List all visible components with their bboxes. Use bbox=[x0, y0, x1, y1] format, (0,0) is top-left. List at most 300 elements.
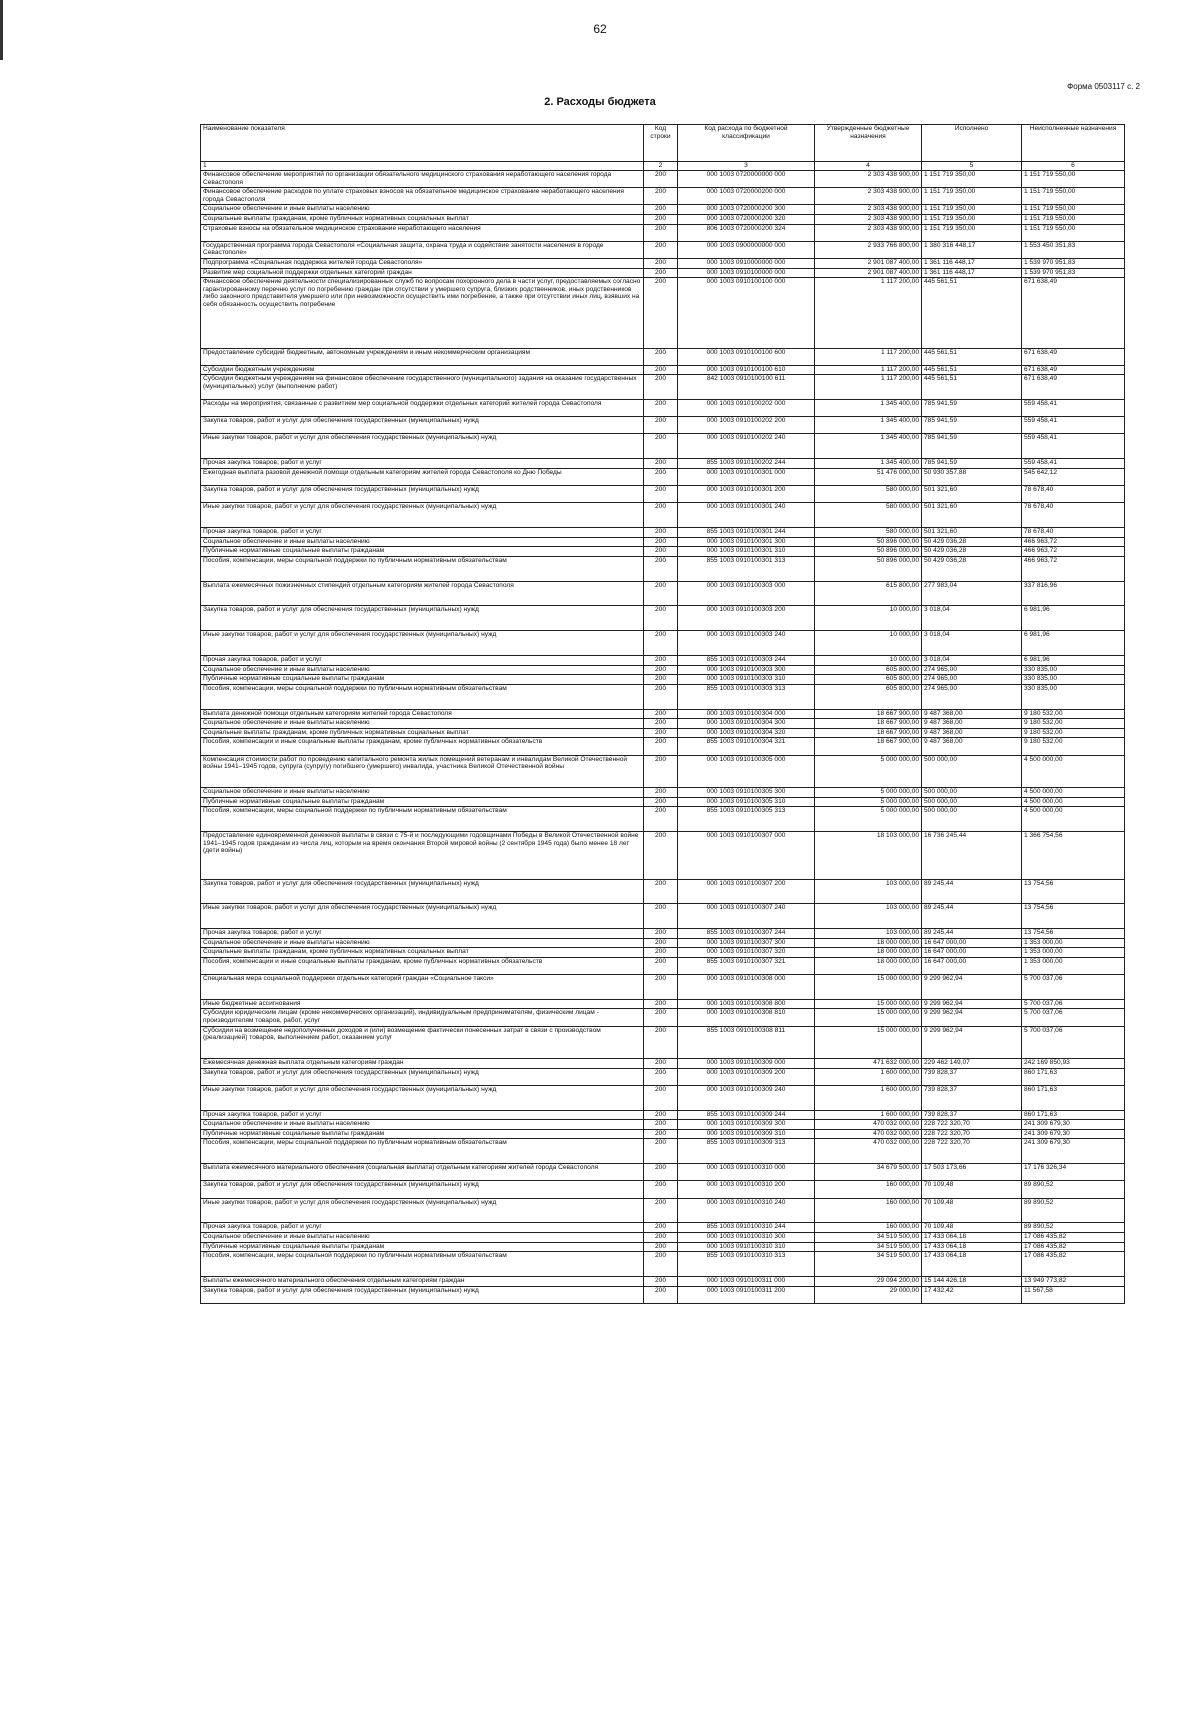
unexecuted-amount-cell: 559 458,41 bbox=[1022, 400, 1125, 417]
table-row bbox=[201, 365, 1125, 375]
classification-code-cell: 000 1003 0910100304 320 bbox=[678, 728, 815, 738]
table-row bbox=[201, 807, 1125, 832]
column-number: 5 bbox=[922, 162, 1022, 171]
classification-code-cell: 000 1003 0910000000 000 bbox=[678, 258, 815, 268]
executed-amount-cell: 274 965,00 bbox=[922, 684, 1022, 709]
executed-amount-cell: 500 000,00 bbox=[922, 807, 1022, 832]
unexecuted-amount-cell: 4 500 000,00 bbox=[1022, 797, 1125, 807]
indicator-name-cell: Публичные нормативные социальные выплаты гражданам bbox=[201, 547, 644, 557]
table-row bbox=[201, 258, 1125, 268]
executed-amount-cell: 445 561,51 bbox=[922, 365, 1022, 375]
line-code-cell: 200 bbox=[644, 1164, 678, 1181]
classification-code-cell: 855 1003 0910100305 313 bbox=[678, 807, 815, 832]
indicator-name-cell: Иные закупки товаров, работ и услуг для обеспечения государственных (муниципальных) нужд bbox=[201, 1198, 644, 1223]
line-code-cell: 200 bbox=[644, 224, 678, 241]
line-code-cell: 200 bbox=[644, 1026, 678, 1058]
approved-amount-cell: 615 800,00 bbox=[815, 581, 922, 606]
classification-code-cell: 000 1003 0910100100 000 bbox=[678, 278, 815, 348]
approved-amount-cell: 29 094 200,00 bbox=[815, 1276, 922, 1286]
executed-amount-cell: 277 983,04 bbox=[922, 581, 1022, 606]
approved-amount-cell: 5 000 000,00 bbox=[815, 807, 922, 832]
classification-code-cell: 855 1003 0910100309 244 bbox=[678, 1110, 815, 1120]
line-code-cell: 200 bbox=[644, 365, 678, 375]
approved-amount-cell: 2 303 438 900,00 bbox=[815, 205, 922, 215]
table-row bbox=[201, 468, 1125, 485]
classification-code-cell: 855 1003 0910100307 244 bbox=[678, 929, 815, 939]
table-row bbox=[201, 417, 1125, 434]
unexecuted-amount-cell: 1 539 970 951,83 bbox=[1022, 268, 1125, 278]
classification-code-cell: 000 1003 0910100305 300 bbox=[678, 787, 815, 797]
approved-amount-cell: 18 667 900,00 bbox=[815, 738, 922, 755]
unexecuted-amount-cell: 5 700 037,06 bbox=[1022, 999, 1125, 1009]
line-code-cell: 200 bbox=[644, 205, 678, 215]
classification-code-cell: 000 1003 0910100304 300 bbox=[678, 719, 815, 729]
column-number: 2 bbox=[644, 162, 678, 171]
approved-amount-cell: 2 901 087 400,00 bbox=[815, 268, 922, 278]
classification-code-cell: 000 1003 0910100301 310 bbox=[678, 547, 815, 557]
unexecuted-amount-cell: 17 086 435,82 bbox=[1022, 1232, 1125, 1242]
table-row bbox=[201, 1164, 1125, 1181]
line-code-cell: 200 bbox=[644, 1223, 678, 1233]
executed-amount-cell: 16 647 000,00 bbox=[922, 948, 1022, 958]
unexecuted-amount-cell: 330 835,00 bbox=[1022, 684, 1125, 709]
indicator-name-cell: Публичные нормативные социальные выплаты гражданам bbox=[201, 675, 644, 685]
indicator-name-cell: Закупка товаров, работ и услуг для обеспечения государственных (муниципальных) нужд bbox=[201, 1181, 644, 1198]
indicator-name-cell: Развитие мер социальной поддержки отдельных категорий граждан bbox=[201, 268, 644, 278]
unexecuted-amount-cell: 241 309 679,30 bbox=[1022, 1139, 1125, 1164]
table-row bbox=[201, 1026, 1125, 1058]
unexecuted-amount-cell: 13 754,56 bbox=[1022, 879, 1125, 904]
executed-amount-cell: 70 109,48 bbox=[922, 1198, 1022, 1223]
classification-code-cell: 000 1003 0910100308 000 bbox=[678, 975, 815, 1000]
line-code-cell: 200 bbox=[644, 709, 678, 719]
approved-amount-cell: 470 032 000,00 bbox=[815, 1139, 922, 1164]
unexecuted-amount-cell: 671 638,49 bbox=[1022, 348, 1125, 365]
executed-amount-cell: 50 429 036,28 bbox=[922, 537, 1022, 547]
classification-code-cell: 000 1003 0910100301 200 bbox=[678, 486, 815, 503]
approved-amount-cell: 1 117 200,00 bbox=[815, 365, 922, 375]
indicator-name-cell: Иные закупки товаров, работ и услуг для обеспечения государственных (муниципальных) нужд bbox=[201, 1085, 644, 1110]
indicator-name-cell: Специальная мера социальной поддержки отдельных категорий граждан «Социальное такси» bbox=[201, 975, 644, 1000]
line-code-cell: 200 bbox=[644, 1085, 678, 1110]
unexecuted-amount-cell: 4 500 000,00 bbox=[1022, 755, 1125, 787]
indicator-name-cell: Пособия, компенсации, меры социальной поддержки по публичным нормативным обязательствам bbox=[201, 684, 644, 709]
approved-amount-cell: 51 476 000,00 bbox=[815, 468, 922, 485]
approved-amount-cell: 1 117 200,00 bbox=[815, 375, 922, 400]
unexecuted-amount-cell: 466 963,72 bbox=[1022, 547, 1125, 557]
approved-amount-cell: 580 000,00 bbox=[815, 503, 922, 528]
table-row bbox=[201, 459, 1125, 469]
table-row bbox=[201, 665, 1125, 675]
unexecuted-amount-cell: 671 638,49 bbox=[1022, 375, 1125, 400]
line-code-cell: 200 bbox=[644, 728, 678, 738]
approved-amount-cell: 470 032 000,00 bbox=[815, 1120, 922, 1130]
unexecuted-amount-cell: 860 171,63 bbox=[1022, 1068, 1125, 1085]
table-row bbox=[201, 188, 1125, 205]
unexecuted-amount-cell: 330 835,00 bbox=[1022, 665, 1125, 675]
line-code-cell: 200 bbox=[644, 503, 678, 528]
line-code-cell: 200 bbox=[644, 684, 678, 709]
table-row bbox=[201, 503, 1125, 528]
executed-amount-cell: 89 245,44 bbox=[922, 904, 1022, 929]
executed-amount-cell: 3 018,04 bbox=[922, 631, 1022, 656]
unexecuted-amount-cell: 5 700 037,06 bbox=[1022, 1026, 1125, 1058]
executed-amount-cell: 17 432,42 bbox=[922, 1286, 1022, 1303]
classification-code-cell: 000 1003 0910100202 000 bbox=[678, 400, 815, 417]
line-code-cell: 200 bbox=[644, 528, 678, 538]
approved-amount-cell: 103 000,00 bbox=[815, 904, 922, 929]
table-row bbox=[201, 975, 1125, 1000]
unexecuted-amount-cell: 860 171,63 bbox=[1022, 1085, 1125, 1110]
indicator-name-cell: Социальные выплаты гражданам, кроме публичных нормативных социальных выплат bbox=[201, 728, 644, 738]
line-code-cell: 200 bbox=[644, 999, 678, 1009]
line-code-cell: 200 bbox=[644, 1276, 678, 1286]
line-code-cell: 200 bbox=[644, 547, 678, 557]
unexecuted-amount-cell: 13 754,56 bbox=[1022, 929, 1125, 939]
executed-amount-cell: 16 736 245,44 bbox=[922, 831, 1022, 879]
indicator-name-cell: Пособия, компенсации, меры социальной поддержки по публичным нормативным обязательствам bbox=[201, 807, 644, 832]
classification-code-cell: 000 1003 0910100000 000 bbox=[678, 268, 815, 278]
approved-amount-cell: 2 303 438 900,00 bbox=[815, 224, 922, 241]
executed-amount-cell: 228 722 320,70 bbox=[922, 1129, 1022, 1139]
executed-amount-cell: 50 429 036,28 bbox=[922, 556, 1022, 581]
executed-amount-cell: 15 144 426,18 bbox=[922, 1276, 1022, 1286]
classification-code-cell: 000 1003 0900000000 000 bbox=[678, 241, 815, 258]
table-row bbox=[201, 528, 1125, 538]
indicator-name-cell: Компенсация стоимости работ по проведению капитального ремонта жилых помещений ветеранам и инвалидам Великой Отечественной войны 1941–1945 годов, супруга (супругу) погибшего (умершего) инвалида, участника Великой Отечественной войны bbox=[201, 755, 644, 787]
indicator-name-cell: Страховые взносы на обязательное медицинское страхование неработающего населения bbox=[201, 224, 644, 241]
executed-amount-cell: 17 503 173,66 bbox=[922, 1164, 1022, 1181]
indicator-name-cell: Пособия, компенсации, меры социальной поддержки по публичным нормативным обязательствам bbox=[201, 556, 644, 581]
header-unexecuted: Неисполненные назначения bbox=[1022, 125, 1125, 162]
classification-code-cell: 000 1003 0910100303 200 bbox=[678, 606, 815, 631]
classification-code-cell: 000 1003 0910100202 200 bbox=[678, 417, 815, 434]
line-code-cell: 200 bbox=[644, 1129, 678, 1139]
classification-code-cell: 000 1003 0910100301 240 bbox=[678, 503, 815, 528]
approved-amount-cell: 10 000,00 bbox=[815, 656, 922, 666]
unexecuted-amount-cell: 89 890,52 bbox=[1022, 1223, 1125, 1233]
approved-amount-cell: 1 345 400,00 bbox=[815, 459, 922, 469]
executed-amount-cell: 500 000,00 bbox=[922, 797, 1022, 807]
approved-amount-cell: 471 632 000,00 bbox=[815, 1059, 922, 1069]
unexecuted-amount-cell: 1 366 754,56 bbox=[1022, 831, 1125, 879]
approved-amount-cell: 50 896 000,00 bbox=[815, 556, 922, 581]
table-row bbox=[201, 709, 1125, 719]
indicator-name-cell: Финансовое обеспечение мероприятий по организации обязательного медицинского страхования неработающего населения города Севастополя bbox=[201, 171, 644, 188]
indicator-name-cell: Выплата ежемесячного материального обеспечения (социальная выплата) отдельным категориям жителей города Севастополя bbox=[201, 1164, 644, 1181]
indicator-name-cell: Выплата денежной помощи отдельным категориям жителей города Севастополя bbox=[201, 709, 644, 719]
indicator-name-cell: Закупка товаров, работ и услуг для обеспечения государственных (муниципальных) нужд bbox=[201, 879, 644, 904]
approved-amount-cell: 580 000,00 bbox=[815, 528, 922, 538]
indicator-name-cell: Социальное обеспечение и иные выплаты населению bbox=[201, 1120, 644, 1130]
approved-amount-cell: 34 679 500,00 bbox=[815, 1164, 922, 1181]
classification-code-cell: 000 1003 0910100307 200 bbox=[678, 879, 815, 904]
indicator-name-cell: Государственная программа города Севастополя «Социальная защита, охрана труда и содействие занятости населения в городе Севастополе» bbox=[201, 241, 644, 258]
column-number: 3 bbox=[678, 162, 815, 171]
line-code-cell: 200 bbox=[644, 1110, 678, 1120]
approved-amount-cell: 605 800,00 bbox=[815, 665, 922, 675]
line-code-cell: 200 bbox=[644, 1059, 678, 1069]
executed-amount-cell: 1 151 719 350,00 bbox=[922, 171, 1022, 188]
indicator-name-cell: Прочая закупка товаров, работ и услуг bbox=[201, 929, 644, 939]
unexecuted-amount-cell: 1 353 000,00 bbox=[1022, 957, 1125, 974]
line-code-cell: 200 bbox=[644, 606, 678, 631]
unexecuted-amount-cell: 242 169 850,93 bbox=[1022, 1059, 1125, 1069]
line-code-cell: 200 bbox=[644, 631, 678, 656]
classification-code-cell: 000 1003 0910100308 810 bbox=[678, 1009, 815, 1026]
table-row bbox=[201, 879, 1125, 904]
approved-amount-cell: 1 600 000,00 bbox=[815, 1110, 922, 1120]
classification-code-cell: 000 1003 0910100310 310 bbox=[678, 1242, 815, 1252]
table-row bbox=[201, 684, 1125, 709]
table-row bbox=[201, 1129, 1125, 1139]
executed-amount-cell: 16 647 000,00 bbox=[922, 938, 1022, 948]
approved-amount-cell: 1 117 200,00 bbox=[815, 278, 922, 348]
executed-amount-cell: 9 487 368,00 bbox=[922, 719, 1022, 729]
column-number-row bbox=[201, 162, 1125, 171]
header-classification-code: Код расхода по бюджетной классификации bbox=[678, 125, 815, 162]
classification-code-cell: 000 1003 0910100311 000 bbox=[678, 1276, 815, 1286]
indicator-name-cell: Прочая закупка товаров, работ и услуг bbox=[201, 528, 644, 538]
approved-amount-cell: 18 000 000,00 bbox=[815, 957, 922, 974]
indicator-name-cell: Социальное обеспечение и иные выплаты населению bbox=[201, 787, 644, 797]
table-row bbox=[201, 1276, 1125, 1286]
unexecuted-amount-cell: 17 086 435,82 bbox=[1022, 1252, 1125, 1277]
approved-amount-cell: 470 032 000,00 bbox=[815, 1129, 922, 1139]
line-code-cell: 200 bbox=[644, 459, 678, 469]
indicator-name-cell: Закупка товаров, работ и услуг для обеспечения государственных (муниципальных) нужд bbox=[201, 1286, 644, 1303]
indicator-name-cell: Иные бюджетные ассигнования bbox=[201, 999, 644, 1009]
executed-amount-cell: 9 487 368,00 bbox=[922, 738, 1022, 755]
table-row bbox=[201, 631, 1125, 656]
line-code-cell: 200 bbox=[644, 468, 678, 485]
executed-amount-cell: 3 018,04 bbox=[922, 656, 1022, 666]
line-code-cell: 200 bbox=[644, 1139, 678, 1164]
table-row bbox=[201, 486, 1125, 503]
classification-code-cell: 000 1003 0910100301 300 bbox=[678, 537, 815, 547]
unexecuted-amount-cell: 11 567,58 bbox=[1022, 1286, 1125, 1303]
executed-amount-cell: 9 299 962,94 bbox=[922, 1009, 1022, 1026]
unexecuted-amount-cell: 466 963,72 bbox=[1022, 556, 1125, 581]
classification-code-cell: 855 1003 0910100310 244 bbox=[678, 1223, 815, 1233]
unexecuted-amount-cell: 9 180 532,00 bbox=[1022, 738, 1125, 755]
unexecuted-amount-cell: 671 638,49 bbox=[1022, 278, 1125, 348]
executed-amount-cell: 9 299 962,94 bbox=[922, 999, 1022, 1009]
indicator-name-cell: Закупка товаров, работ и услуг для обеспечения государственных (муниципальных) нужд bbox=[201, 606, 644, 631]
indicator-name-cell: Социальные выплаты гражданам, кроме публичных нормативных социальных выплат bbox=[201, 948, 644, 958]
table-row bbox=[201, 214, 1125, 224]
line-code-cell: 200 bbox=[644, 581, 678, 606]
unexecuted-amount-cell: 9 180 532,00 bbox=[1022, 728, 1125, 738]
table-row bbox=[201, 929, 1125, 939]
approved-amount-cell: 160 000,00 bbox=[815, 1223, 922, 1233]
indicator-name-cell: Иные закупки товаров, работ и услуг для обеспечения государственных (муниципальных) нужд bbox=[201, 904, 644, 929]
unexecuted-amount-cell: 1 553 450 351,83 bbox=[1022, 241, 1125, 258]
unexecuted-amount-cell: 9 180 532,00 bbox=[1022, 709, 1125, 719]
table-row bbox=[201, 348, 1125, 365]
approved-amount-cell: 18 103 000,00 bbox=[815, 831, 922, 879]
unexecuted-amount-cell: 1 151 719 550,00 bbox=[1022, 214, 1125, 224]
table-row bbox=[201, 728, 1125, 738]
approved-amount-cell: 160 000,00 bbox=[815, 1198, 922, 1223]
indicator-name-cell: Пособия, компенсации, меры социальной поддержки по публичным нормативным обязательствам bbox=[201, 1139, 644, 1164]
unexecuted-amount-cell: 5 700 037,06 bbox=[1022, 975, 1125, 1000]
executed-amount-cell: 445 561,51 bbox=[922, 278, 1022, 348]
indicator-name-cell: Социальное обеспечение и иные выплаты населению bbox=[201, 665, 644, 675]
line-code-cell: 200 bbox=[644, 831, 678, 879]
unexecuted-amount-cell: 6 981,96 bbox=[1022, 631, 1125, 656]
column-number: 1 bbox=[201, 162, 644, 171]
executed-amount-cell: 16 647 000,00 bbox=[922, 957, 1022, 974]
table-row bbox=[201, 547, 1125, 557]
table-row bbox=[201, 1059, 1125, 1069]
executed-amount-cell: 501 321,60 bbox=[922, 503, 1022, 528]
classification-code-cell: 000 1003 0910100303 310 bbox=[678, 675, 815, 685]
table-row bbox=[201, 938, 1125, 948]
executed-amount-cell: 1 380 316 448,17 bbox=[922, 241, 1022, 258]
table-row bbox=[201, 268, 1125, 278]
classification-code-cell: 000 1003 0720000200 320 bbox=[678, 214, 815, 224]
approved-amount-cell: 5 000 000,00 bbox=[815, 755, 922, 787]
classification-code-cell: 855 1003 0910100307 321 bbox=[678, 957, 815, 974]
executed-amount-cell: 3 018,04 bbox=[922, 606, 1022, 631]
unexecuted-amount-cell: 5 700 037,06 bbox=[1022, 1009, 1125, 1026]
classification-code-cell: 000 1003 0910100309 000 bbox=[678, 1059, 815, 1069]
unexecuted-amount-cell: 466 963,72 bbox=[1022, 537, 1125, 547]
table-row bbox=[201, 904, 1125, 929]
line-code-cell: 200 bbox=[644, 904, 678, 929]
unexecuted-amount-cell: 89 890,52 bbox=[1022, 1198, 1125, 1223]
classification-code-cell: 000 1003 0720000200 300 bbox=[678, 205, 815, 215]
line-code-cell: 200 bbox=[644, 879, 678, 904]
executed-amount-cell: 500 000,00 bbox=[922, 787, 1022, 797]
indicator-name-cell: Иные закупки товаров, работ и услуг для обеспечения государственных (муниципальных) нужд bbox=[201, 503, 644, 528]
line-code-cell: 200 bbox=[644, 656, 678, 666]
indicator-name-cell: Социальное обеспечение и иные выплаты населению bbox=[201, 938, 644, 948]
unexecuted-amount-cell: 330 835,00 bbox=[1022, 675, 1125, 685]
unexecuted-amount-cell: 89 890,52 bbox=[1022, 1181, 1125, 1198]
executed-amount-cell: 1 151 719 350,00 bbox=[922, 224, 1022, 241]
approved-amount-cell: 2 303 438 900,00 bbox=[815, 214, 922, 224]
table-row bbox=[201, 224, 1125, 241]
line-code-cell: 200 bbox=[644, 1286, 678, 1303]
approved-amount-cell: 34 519 500,00 bbox=[815, 1242, 922, 1252]
indicator-name-cell: Расходы на мероприятия, связанные с развитием мер социальной поддержки отдельных категорий жителей города Севастополя bbox=[201, 400, 644, 417]
unexecuted-amount-cell: 13 949 773,82 bbox=[1022, 1276, 1125, 1286]
classification-code-cell: 855 1003 0910100308 811 bbox=[678, 1026, 815, 1058]
executed-amount-cell: 785 941,59 bbox=[922, 417, 1022, 434]
approved-amount-cell: 5 000 000,00 bbox=[815, 787, 922, 797]
table-row bbox=[201, 537, 1125, 547]
executed-amount-cell: 89 245,44 bbox=[922, 929, 1022, 939]
unexecuted-amount-cell: 78 678,40 bbox=[1022, 486, 1125, 503]
table-row bbox=[201, 1252, 1125, 1277]
classification-code-cell: 000 1003 0910100307 320 bbox=[678, 948, 815, 958]
approved-amount-cell: 10 000,00 bbox=[815, 606, 922, 631]
header-executed: Исполнено bbox=[922, 125, 1022, 162]
executed-amount-cell: 1 361 116 448,17 bbox=[922, 258, 1022, 268]
indicator-name-cell: Социальное обеспечение и иные выплаты населению bbox=[201, 205, 644, 215]
classification-code-cell: 000 1003 0910100309 310 bbox=[678, 1129, 815, 1139]
classification-code-cell: 855 1003 0910100301 313 bbox=[678, 556, 815, 581]
executed-amount-cell: 739 828,37 bbox=[922, 1085, 1022, 1110]
approved-amount-cell: 2 303 438 900,00 bbox=[815, 171, 922, 188]
table-row bbox=[201, 675, 1125, 685]
indicator-name-cell: Закупка товаров, работ и услуг для обеспечения государственных (муниципальных) нужд bbox=[201, 486, 644, 503]
classification-code-cell: 000 1003 0910100309 240 bbox=[678, 1085, 815, 1110]
table-row bbox=[201, 787, 1125, 797]
classification-code-cell: 000 1003 0910100303 300 bbox=[678, 665, 815, 675]
table-row bbox=[201, 738, 1125, 755]
line-code-cell: 200 bbox=[644, 1120, 678, 1130]
line-code-cell: 200 bbox=[644, 188, 678, 205]
line-code-cell: 200 bbox=[644, 486, 678, 503]
approved-amount-cell: 50 896 000,00 bbox=[815, 537, 922, 547]
table-row bbox=[201, 999, 1125, 1009]
executed-amount-cell: 500 000,00 bbox=[922, 755, 1022, 787]
unexecuted-amount-cell: 1 353 000,00 bbox=[1022, 938, 1125, 948]
executed-amount-cell: 445 561,51 bbox=[922, 348, 1022, 365]
line-code-cell: 200 bbox=[644, 929, 678, 939]
indicator-name-cell: Закупка товаров, работ и услуг для обеспечения государственных (муниципальных) нужд bbox=[201, 1068, 644, 1085]
classification-code-cell: 855 1003 0910100301 244 bbox=[678, 528, 815, 538]
unexecuted-amount-cell: 4 500 000,00 bbox=[1022, 787, 1125, 797]
unexecuted-amount-cell: 1 151 719 550,00 bbox=[1022, 188, 1125, 205]
classification-code-cell: 000 1003 0910100310 200 bbox=[678, 1181, 815, 1198]
table-row bbox=[201, 719, 1125, 729]
classification-code-cell: 000 1003 0910100202 240 bbox=[678, 434, 815, 459]
executed-amount-cell: 17 433 064,18 bbox=[922, 1252, 1022, 1277]
line-code-cell: 200 bbox=[644, 957, 678, 974]
approved-amount-cell: 605 800,00 bbox=[815, 684, 922, 709]
line-code-cell: 200 bbox=[644, 348, 678, 365]
line-code-cell: 200 bbox=[644, 807, 678, 832]
unexecuted-amount-cell: 17 086 435,82 bbox=[1022, 1242, 1125, 1252]
indicator-name-cell: Иные закупки товаров, работ и услуг для обеспечения государственных (муниципальных) нужд bbox=[201, 631, 644, 656]
executed-amount-cell: 229 462 149,07 bbox=[922, 1059, 1022, 1069]
approved-amount-cell: 15 000 000,00 bbox=[815, 1026, 922, 1058]
executed-amount-cell: 1 151 719 350,00 bbox=[922, 214, 1022, 224]
classification-code-cell: 000 1003 0910100301 000 bbox=[678, 468, 815, 485]
indicator-name-cell: Субсидии бюджетным учреждениям bbox=[201, 365, 644, 375]
classification-code-cell: 000 1003 0910100308 800 bbox=[678, 999, 815, 1009]
executed-amount-cell: 785 941,59 bbox=[922, 400, 1022, 417]
executed-amount-cell: 1 361 116 448,17 bbox=[922, 268, 1022, 278]
table-row bbox=[201, 434, 1125, 459]
classification-code-cell: 855 1003 0910100202 244 bbox=[678, 459, 815, 469]
executed-amount-cell: 1 151 719 350,00 bbox=[922, 205, 1022, 215]
table-row bbox=[201, 1181, 1125, 1198]
approved-amount-cell: 10 000,00 bbox=[815, 631, 922, 656]
executed-amount-cell: 50 429 036,28 bbox=[922, 547, 1022, 557]
table-row bbox=[201, 755, 1125, 787]
approved-amount-cell: 15 000 000,00 bbox=[815, 975, 922, 1000]
indicator-name-cell: Прочая закупка товаров, работ и услуг bbox=[201, 1223, 644, 1233]
unexecuted-amount-cell: 1 151 719 550,00 bbox=[1022, 205, 1125, 215]
header-approved: Утвержденные бюджетные назначения bbox=[815, 125, 922, 162]
classification-code-cell: 000 1003 0910100307 240 bbox=[678, 904, 815, 929]
unexecuted-amount-cell: 78 678,40 bbox=[1022, 503, 1125, 528]
executed-amount-cell: 274 965,00 bbox=[922, 675, 1022, 685]
approved-amount-cell: 18 667 900,00 bbox=[815, 719, 922, 729]
line-code-cell: 200 bbox=[644, 948, 678, 958]
unexecuted-amount-cell: 6 981,96 bbox=[1022, 606, 1125, 631]
classification-code-cell: 000 1003 0720000200 000 bbox=[678, 188, 815, 205]
approved-amount-cell: 29 000,00 bbox=[815, 1286, 922, 1303]
approved-amount-cell: 1 117 200,00 bbox=[815, 348, 922, 365]
approved-amount-cell: 605 800,00 bbox=[815, 675, 922, 685]
unexecuted-amount-cell: 13 754,56 bbox=[1022, 904, 1125, 929]
